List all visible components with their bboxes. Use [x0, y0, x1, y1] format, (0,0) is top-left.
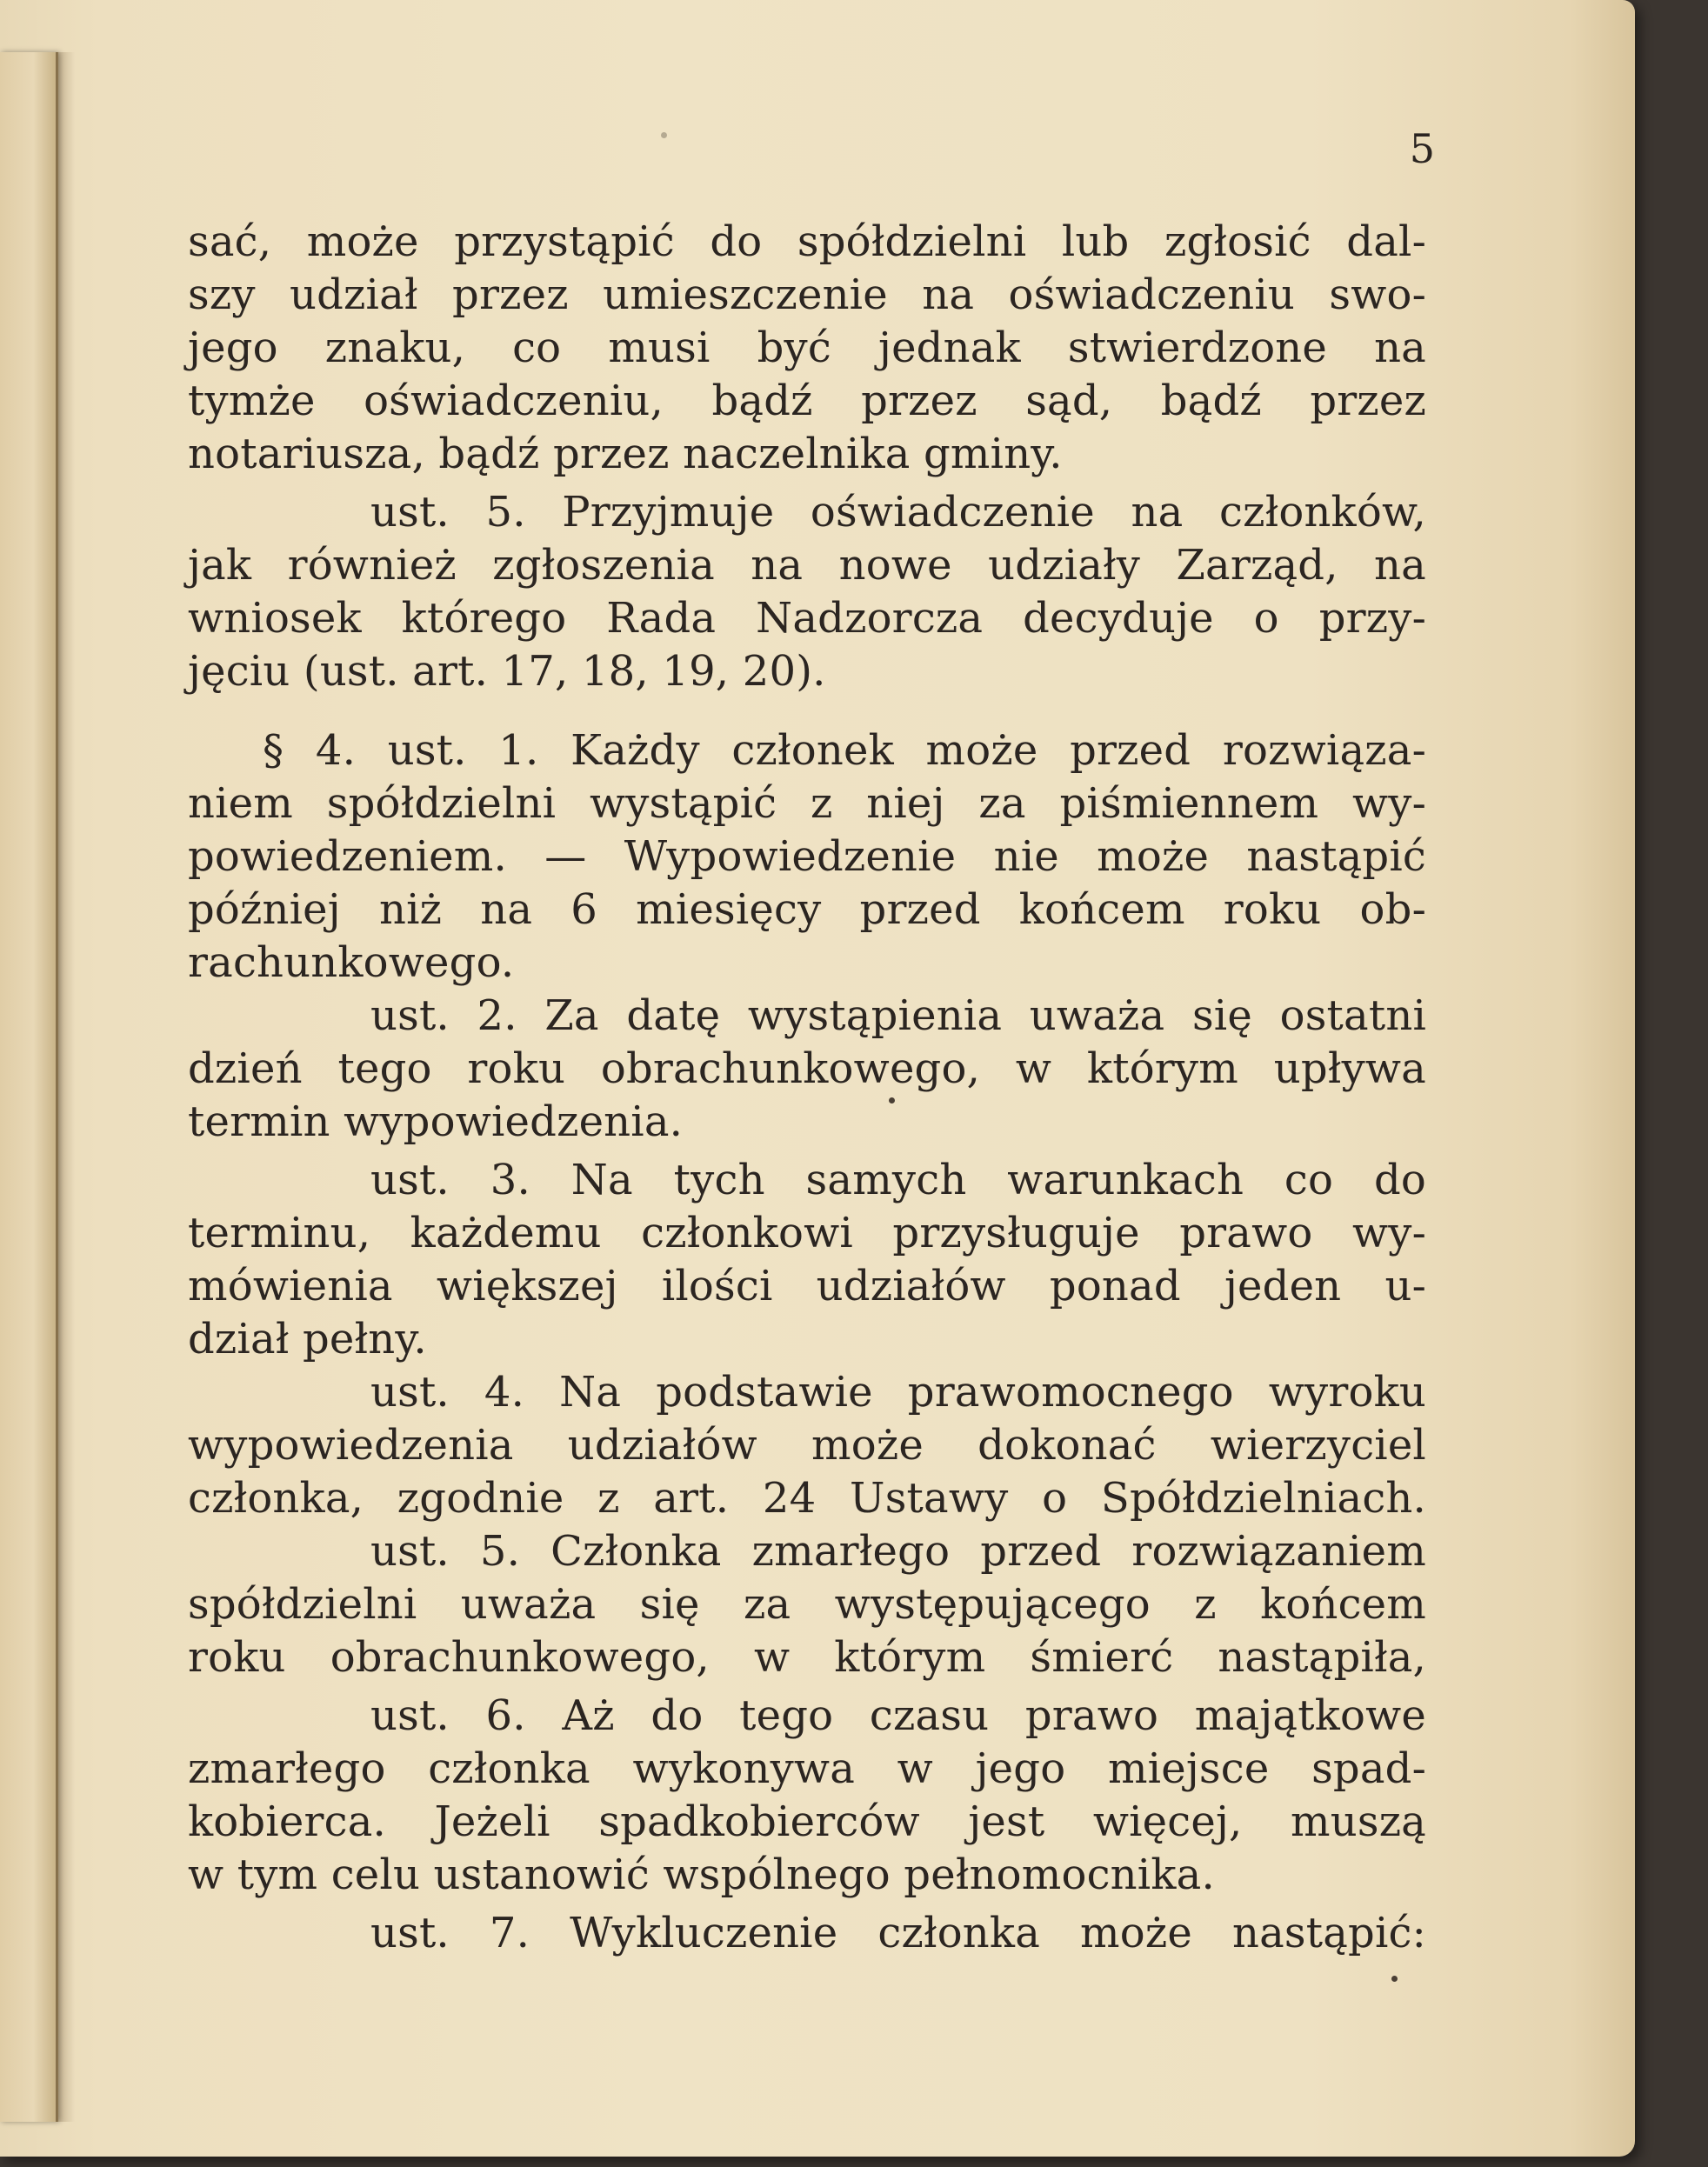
text-line: rachunkowego. — [188, 938, 515, 987]
text-line: § 4. ust. 1. Każdy członek może przed rozwiąza- — [263, 726, 1426, 775]
text-line: jego znaku, co musi być jednak stwierdzone na — [188, 323, 1426, 372]
text-line: termin wypowiedzenia. — [188, 1097, 684, 1146]
previous-page-edge — [0, 52, 58, 2122]
text-line: powiedzeniem. — Wypowiedzenie nie może nastąpić — [188, 832, 1426, 881]
body-text — [188, 216, 1426, 1960]
text-line: członka, zgodnie z art. 24 Ustawy o Spółdzielniach. — [188, 1474, 1426, 1523]
page-number: 5 — [1409, 125, 1435, 172]
text-line: ust. 3. Na tych samych warunkach co do — [370, 1156, 1426, 1204]
text-line: sać, może przystąpić do spółdzielni lub zgłosić dal- — [188, 217, 1426, 266]
text-line: w tym celu ustanowić wspólnego pełnomocnika. — [188, 1850, 1215, 1899]
ink-speck — [1391, 1976, 1398, 1982]
text-line: ust. 6. Aż do tego czasu prawo majątkowe — [370, 1691, 1426, 1740]
text-line: ust. 4. Na podstawie prawomocnego wyroku — [370, 1368, 1426, 1417]
text-line: ust. 5. Członka zmarłego przed rozwiązaniem — [370, 1527, 1426, 1576]
ink-speck — [889, 1097, 895, 1104]
text-line: tymże oświadczeniu, bądź przez sąd, bądź przez — [188, 377, 1426, 425]
text-line: niem spółdzielni wystąpić z niej za piśmiennem wy- — [188, 779, 1426, 828]
spine-shadow — [56, 52, 75, 2122]
text-line: kobierca. Jeżeli spadkobierców jest więcej, muszą — [188, 1797, 1426, 1846]
text-line: notariusza, bądź przez naczelnika gminy. — [188, 430, 1063, 478]
text-line: ust. 2. Za datę wystąpienia uważa się ostatni — [370, 991, 1426, 1040]
text-line: jak również zgłoszenia na nowe udziały Zarząd, na — [188, 541, 1426, 590]
text-line: jęciu (ust. art. 17, 18, 19, 20). — [188, 647, 826, 696]
text-line: terminu, każdemu członkowi przysługuje prawo wy- — [188, 1209, 1426, 1257]
text-line: dzień tego roku obrachunkowego, w którym upływa — [188, 1044, 1426, 1093]
text-line: ust. 7. Wykluczenie członka może nastąpić: — [370, 1909, 1426, 1957]
text-line: ust. 5. Przyjmuje oświadczenie na członków, — [370, 488, 1426, 537]
text-line: wniosek którego Rada Nadzorcza decyduje o przy- — [188, 594, 1426, 643]
text-line: spółdzielni uważa się za występującego z końcem — [188, 1580, 1426, 1629]
text-line: roku obrachunkowego, w którym śmierć nastąpiła, — [188, 1633, 1426, 1682]
text-line: szy udział przez umieszczenie na oświadczeniu swo- — [188, 270, 1426, 319]
text-line: wypowiedzenia udziałów może dokonać wierzyciel — [188, 1421, 1426, 1470]
text-line: mówienia większej ilości udziałów ponad jeden u- — [188, 1262, 1426, 1310]
text-line: dział pełny. — [188, 1315, 427, 1364]
ink-speck — [661, 132, 667, 138]
text-line: później niż na 6 miesięcy przed końcem roku ob- — [188, 885, 1426, 934]
text-line: zmarłego członka wykonywa w jego miejsce spad- — [188, 1744, 1426, 1793]
